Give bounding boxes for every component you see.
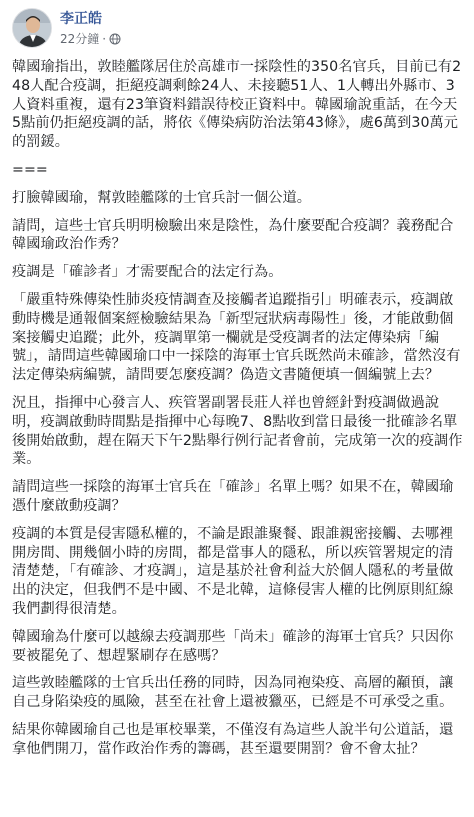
- globe-icon[interactable]: [109, 33, 121, 45]
- post-body: [12, 58, 466, 759]
- post-paragraph: 疫調的本質是侵害隱私權的，不論是跟誰聚餐、跟誰親密接觸、去哪裡開房間、開幾個小時的房間，都是當事人的隱私，所以疾管署規定的清清楚楚，「有確診、才疫調」，這是基於社會利益大於個人隱私的考量做出的決定，但我們不是中國、不是北韓，這條侵害人權的比例原則紅線我們劃得很清楚。: [12, 525, 454, 617]
- post-paragraph: 「嚴重特殊傳染性肺炎疫情調查及接觸者追蹤指引」明確表示，疫調啟動時機是通報個案經檢驗結果為「新型冠狀病毒陽性」後，才能啟動個案接觸史追蹤；此外，疫調單第一欄就是受疫調者的法定傳染病「編號」，請問這些韓國瑜口中一採陰的海軍士官兵既然尚未確診，當然沒有法定傳染病編號，請問要怎麼疫調？偽造文書隨便填一個編號上去？: [12, 291, 461, 384]
- post-paragraph: 疫調是「確診者」才需要配合的法定行為。: [12, 264, 283, 281]
- post-paragraph: 韓國瑜指出，敦睦艦隊居住於高雄市一採陰性的350名官兵，目前已有248人配合疫調，拒絕疫調剩餘24人、未接聽51人、1人轉出外縣市、3人資料重複，還有23筆資料錯誤待校正資料中。韓國瑜說重話，在今天5點前仍拒絕疫調的話，將依《傳染病防治法第43條》，處6萬到30萬元的罰鍰。: [12, 59, 462, 151]
- author-name[interactable]: 李正皓: [60, 11, 102, 27]
- post-paragraph: 請問這些一採陰的海軍士官兵在「確診」名單上嗎？如果不在，韓國瑜憑什麼啟動疫調？: [12, 479, 454, 514]
- post-header: [0, 0, 474, 58]
- post-paragraph: 打臉韓國瑜，幫敦睦艦隊的士官兵討一個公道。: [12, 189, 311, 206]
- post-paragraph: 結果你韓國瑜自己也是軍校畢業，不僅沒有為這些人說半句公道話，還拿他們開刀，當作政治作秀的籌碼，甚至還要開罰？會不會太扯？: [12, 721, 454, 757]
- post-paragraph: 這些敦睦艦隊的士官兵出任務的同時，因為同袍染疫、高層的顢頇，讓自己身陷染疫的風險，甚至在社會上還被獵巫，已經是不可承受之重。: [12, 675, 454, 711]
- post-paragraph: 韓國瑜為什麼可以越線去疫調那些「尚未」確診的海軍士官兵？只因你要被罷免了、想趕緊刷存在感嗎？: [12, 628, 454, 664]
- avatar[interactable]: [12, 8, 52, 48]
- post-paragraph: ===: [12, 161, 48, 178]
- post-paragraph: 況且，指揮中心發言人、疾管署副署長莊人祥也曾經針對疫調做過說明，疫調啟動時間點是指揮中心每晚7、8點收到當日最後一批確診名單後開始啟動，趕在隔天下午2點舉行例行記者會前，完成第一次的疫調作業。: [12, 394, 463, 468]
- post-paragraph: 請問，這些士官兵明明檢驗出來是陰性，為什麼要配合疫調？義務配合韓國瑜政治作秀？: [12, 217, 454, 253]
- post-time[interactable]: 22分鐘: [60, 32, 100, 46]
- profile-photo-icon: [13, 9, 52, 48]
- meta-separator: ·: [102, 32, 107, 46]
- post-meta: [60, 31, 121, 47]
